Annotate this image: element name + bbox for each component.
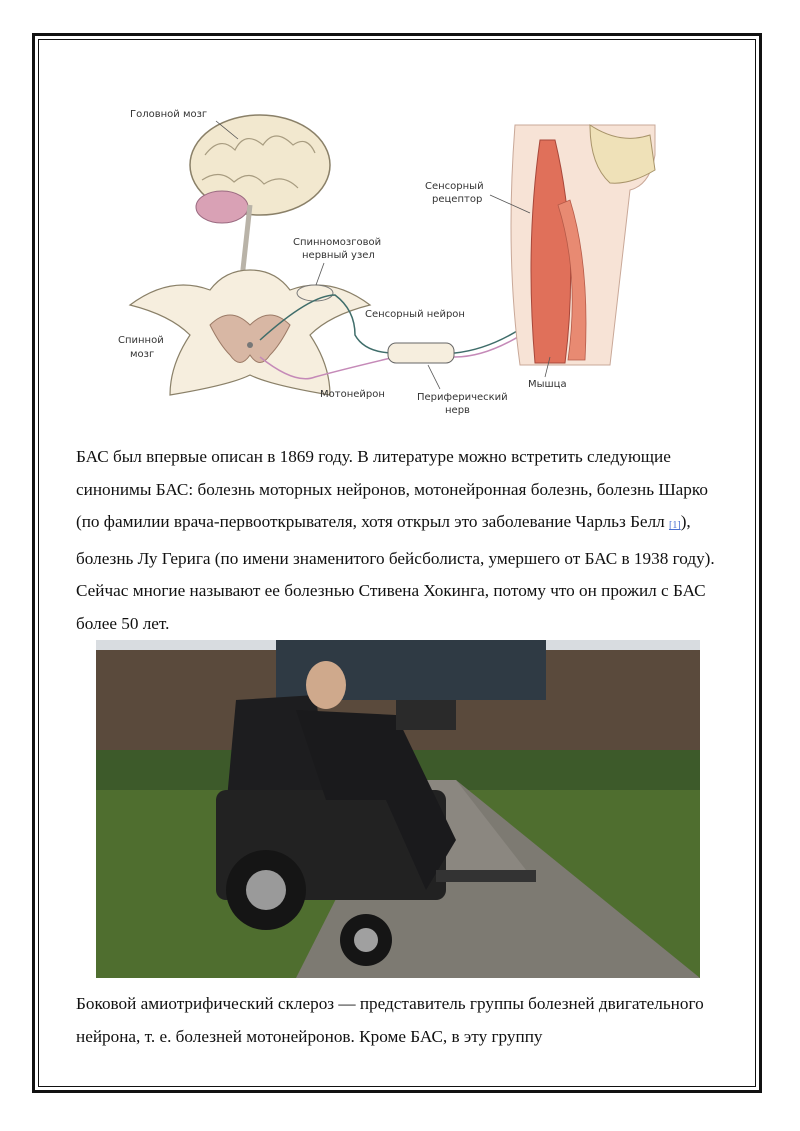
nervous-system-diagram	[110, 95, 670, 430]
wheelchair-photo	[96, 640, 700, 978]
spinal-cord-section	[130, 270, 370, 395]
paragraph-als-history-text-2: ), болезнь Лу Герига (по имени знаменитого бейсболиста, умершего от БАС в 1938 году). Сейчас многие называют ее болезнью Стивена Хокинга, потому что он прожил с БАС более 50 лет.	[76, 512, 715, 633]
label-sensory-neuron: Сенсорный нейрон	[365, 309, 465, 320]
label-spinal-cord-1: Спинной	[118, 335, 164, 346]
footnote-link[interactable]: [1]	[669, 520, 681, 531]
label-brain: Головной мозг	[130, 109, 208, 120]
label-sensory-receptor-2: рецептор	[432, 194, 483, 205]
label-peripheral-nerve-2: нерв	[445, 405, 470, 416]
label-ganglion-2: нервный узел	[302, 250, 375, 261]
paragraph-als-history	[76, 441, 726, 640]
label-motor-neuron: Мотонейрон	[320, 389, 385, 400]
label-sensory-receptor-1: Сенсорный	[425, 181, 484, 192]
paragraph-als-history-text-1: БАС был впервые описан в 1869 году. В литературе можно встретить следующие синонимы БАС: болезнь моторных нейронов, мотонейронная болезнь, болезнь Шарко (по фамилии врача-первооткрывателя, хотя открыл это заболевание Чарльз Белл	[76, 447, 708, 531]
label-spinal-cord-2: мозг	[130, 349, 155, 360]
label-muscle: Мышца	[528, 379, 567, 390]
paragraph-motor-neuron-disease: Боковой амиотрифический склероз — представитель группы болезней двигательного нейрона, т. е. болезней мотонейронов. Кроме БАС, в эту группу	[76, 994, 704, 1046]
leg-muscle-illustration	[511, 125, 655, 365]
label-ganglion-1: Спинномозговой	[293, 237, 382, 248]
label-peripheral-nerve-1: Периферический	[417, 392, 508, 403]
peripheral-nerve-bundle	[388, 343, 454, 363]
